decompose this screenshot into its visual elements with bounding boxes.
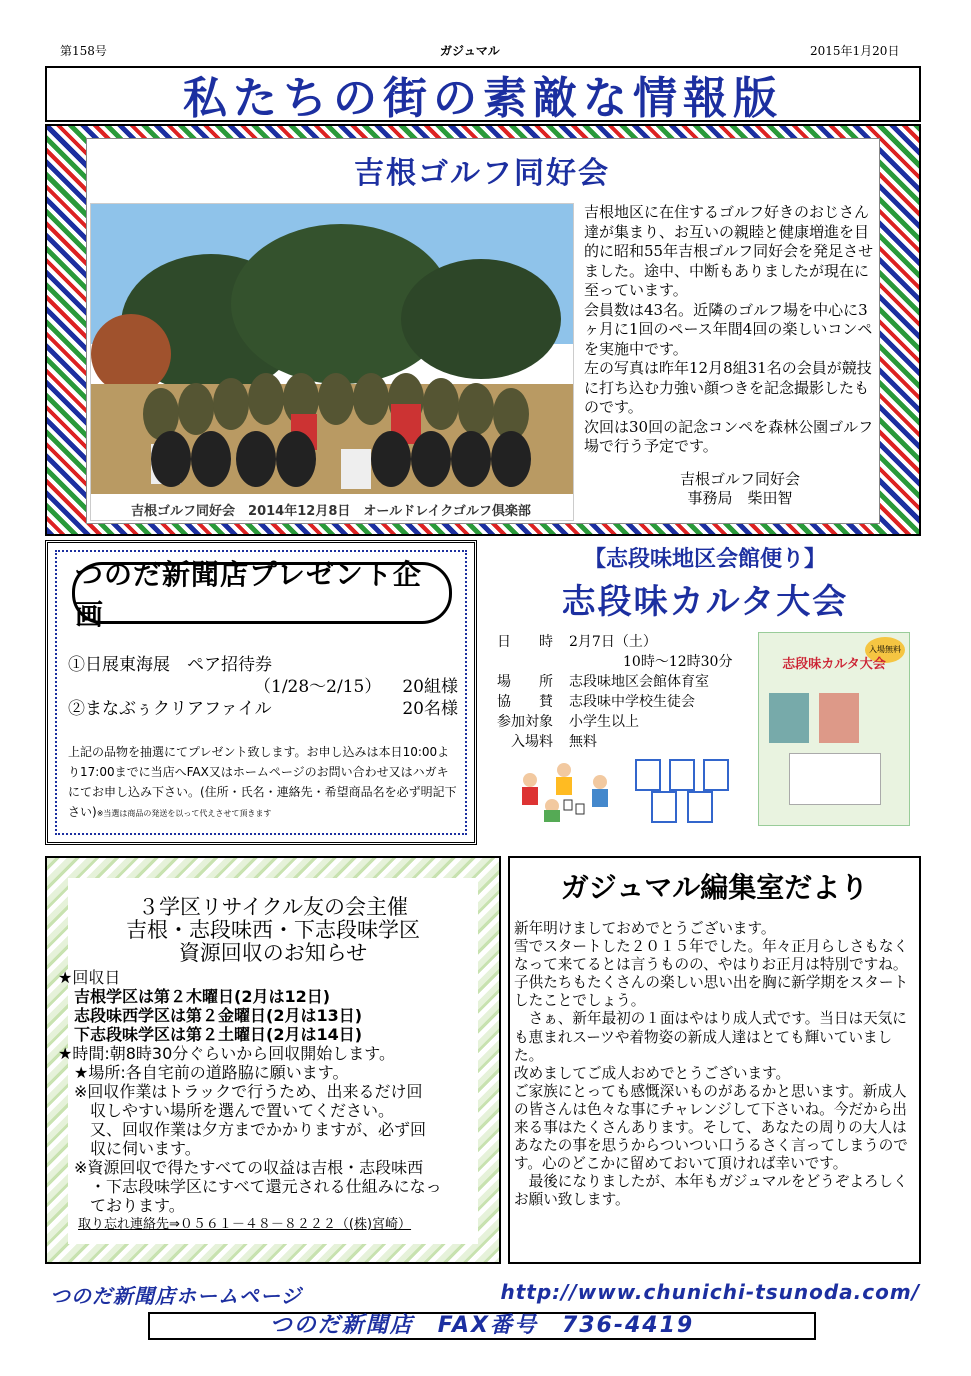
- recycle-title-line: 吉根・志段味西・下志段味学区: [126, 918, 420, 942]
- recycle-line: 吉根学区は第２木曜日(2月は12日): [58, 987, 331, 1006]
- karuta-row: 入場料 無料: [497, 734, 597, 750]
- karuta-poster: [758, 632, 910, 826]
- fax-number: つのだ新聞店 FAX番号 736-4419: [148, 1312, 816, 1340]
- golf-paragraph: 次回は30回の記念コンペを森林公園ゴルフ場で行う予定です。: [584, 417, 874, 455]
- karuta-header: 【志段味地区会館便り】: [583, 547, 826, 572]
- recycle-line: ★回収日: [58, 968, 121, 987]
- karuta-row: 10時～12時30分: [623, 654, 733, 670]
- issue-number: 第158号: [60, 44, 107, 58]
- recycle-title: [68, 896, 478, 965]
- recycle-line: 又、回収作業は夕方までかかりますが、必ず回: [58, 1120, 427, 1139]
- sign-person: 事務局 柴田智: [687, 489, 793, 507]
- present-item-1-count: 20組様: [402, 677, 458, 697]
- recycle-contact: 取り忘れ連絡先⇒０５６１－４８－８２２２（(株)宮崎）: [78, 1217, 412, 1232]
- recycle-line: 収に伺います。: [58, 1139, 201, 1158]
- masthead-title: 私たちの街の素敵な情報版: [45, 66, 921, 122]
- newsletter-name: ガジュマル: [440, 44, 500, 58]
- golf-signature: [640, 470, 840, 508]
- karuta-row: 参加対象 小学生以上: [497, 714, 639, 730]
- present-item-1: ①日展東海展 ペア招待券: [68, 655, 272, 675]
- golf-title: 吉根ゴルフ同好会: [354, 156, 610, 191]
- recycle-line: 志段味西学区は第２金曜日(2月は13日): [58, 1006, 363, 1025]
- karuta-row: 場 所 志段味地区会館体育室: [497, 674, 709, 690]
- recycle-details: [58, 968, 478, 1234]
- recycle-line: ております。: [58, 1196, 185, 1215]
- present-item-2-count: 20名様: [402, 699, 458, 719]
- poster-title: 志段味カルタ大会: [782, 657, 886, 672]
- recycle-line: 下志段味学区は第２土曜日(2月は14日): [58, 1025, 363, 1044]
- recycle-line: ★時間:朝8時30分ぐらいから回収開始します。: [58, 1044, 395, 1063]
- karuta-details: [497, 632, 757, 752]
- golf-group-photo: [90, 203, 574, 521]
- poster-badge: 入場無料: [865, 637, 905, 663]
- homepage-label: つのだ新聞店ホームページ: [50, 1284, 302, 1308]
- golf-article: [584, 203, 874, 457]
- present-item-2: ②まなぶぅクリアファイル: [68, 699, 272, 719]
- present-note: [68, 742, 460, 824]
- kids-playing-karuta-illustration: [512, 760, 620, 824]
- editor-title: ガジュマル編集室だより: [560, 871, 869, 904]
- karuta-title: 志段味カルタ大会: [561, 582, 849, 622]
- recycle-line: ・下志段味学区にすべて還元される仕組みになっ: [58, 1177, 442, 1196]
- sign-organization: 吉根ゴルフ同好会: [679, 470, 800, 488]
- present-small-note: ※当選は商品の発送を以って代えさせて頂きます: [96, 809, 272, 818]
- recycle-title-line: ３学区リサイクル友の会主催: [137, 895, 409, 919]
- golf-paragraph: 左の写真は昨年12月8組31名の会員が競技に打ち込む力強い顔つきを記念撮影したものです。: [584, 359, 872, 416]
- karuta-cards-illustration: [634, 758, 730, 824]
- editor-text: 新年明けましておめでとうございます。 雪でスタートした２０１５年でした。年々正月らしさもなくなって来てるとは言うものの、やはりお正月は特別ですね。子供たちもたくさんの楽しい思い出を胸に新学期をスタートしたことでしょう。 さぁ、新年最初の１面はやはり成人式です。当日は天気にも恵まれスーツや着物姿の新成人達はとても輝いていました。 改めましてご成人おめでとうございます。 ご家族にとっても感慨深いものがあるかと思います。新成人の皆さんは色々な事にチャレンジして下さいね。今だから出来る事はたくさんあります。そして、あなたの周りの大人はあなたの事を思うからついつい口うるさく言ってしまうのです。心のどこかに留めておいて頂ければ幸いです。 最後になりましたが、本年もガジュマルをどうぞよろしくお願い致します。: [514, 920, 909, 1209]
- golf-paragraph: 会員数は43名。近隣のゴルフ場を中心に3ヶ月に1回のペース年間4回の楽しいコンペを実施中です。: [584, 300, 873, 358]
- issue-date: 2015年1月20日: [810, 44, 900, 58]
- present-title: つのだ新聞店プレゼント企画: [72, 562, 452, 624]
- recycle-title-line: 資源回収のお知らせ: [178, 941, 368, 965]
- present-note-text: 上記の品物を抽選にてプレゼント致します。お申し込みは本日10:00より17:00までに当店へFAX又はホームページのお問い合わせ又はハガキにてお申し込み下さい。(住所・氏名・連絡先・希望商品名を必ず明記下さい): [68, 745, 457, 819]
- recycle-line: ※回収作業はトラックで行うため、出来るだけ回: [58, 1082, 423, 1101]
- present-items: [68, 654, 458, 720]
- recycle-line: ※資源回収で得たすべての収益は吉根・志段味西: [58, 1158, 424, 1177]
- recycle-line: 収しやすい場所を選んで置いてください。: [58, 1101, 395, 1120]
- recycle-line: ★場所:各自宅前の道路脇に願います。: [58, 1063, 349, 1082]
- homepage-url[interactable]: http://www.chunichi-tsunoda.com/: [500, 1280, 920, 1304]
- present-item-1-period: （1/28～2/15）: [254, 677, 382, 697]
- photo-caption: 吉根ゴルフ同好会 2014年12月8日 オールドレイクゴルフ倶楽部: [131, 504, 531, 519]
- homepage-line: [50, 1280, 920, 1309]
- golf-paragraph: 吉根地区に在住するゴルフ好きのおじさん達が集まり、お互いの親睦と健康増進を目的に昭和55年吉根ゴルフ同好会を発足させました。途中、中断もありましたが現在に至っています。: [584, 203, 874, 299]
- karuta-row: 日 時 2月7日（土）: [497, 634, 657, 650]
- karuta-row: 協 賛 志段味中学校生徒会: [497, 694, 695, 710]
